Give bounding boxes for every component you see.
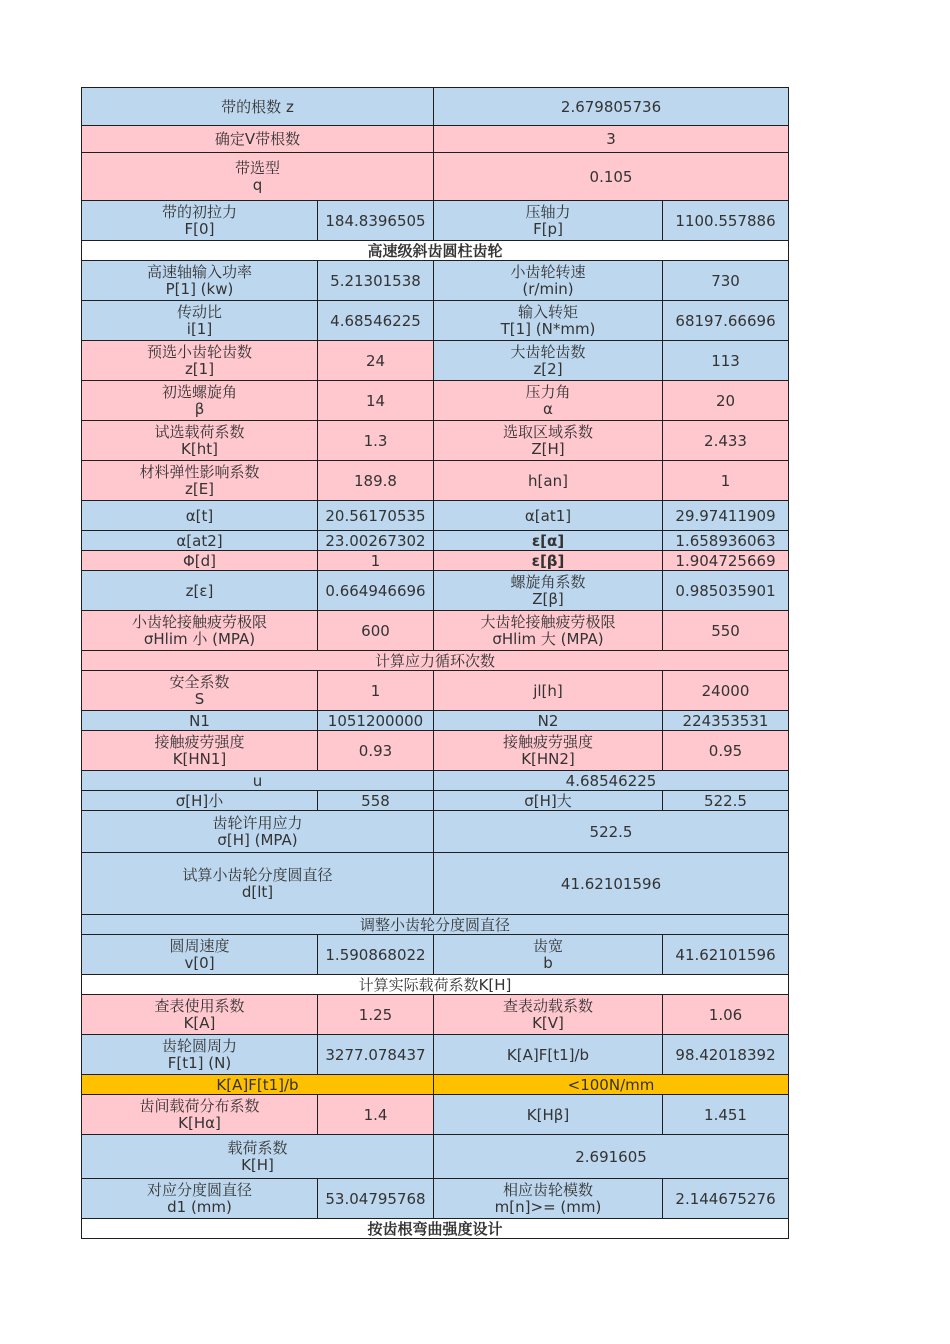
table-cell[interactable] xyxy=(434,731,663,771)
cell-text: 2.144675276 xyxy=(675,1189,776,1208)
table-row xyxy=(82,88,789,126)
cell-text: 高速级斜齿圆柱齿轮 xyxy=(367,241,503,260)
cell-subtext: K[HN1] xyxy=(172,750,227,768)
table-row xyxy=(82,461,789,501)
cell-subtext: (r/min) xyxy=(522,280,574,298)
cell-text: 2.433 xyxy=(704,431,747,450)
table-cell[interactable] xyxy=(663,711,789,731)
table-row xyxy=(82,421,789,461)
table-cell[interactable] xyxy=(318,611,434,651)
table-cell[interactable] xyxy=(318,1095,434,1135)
cell-text: 2.679805736 xyxy=(560,97,662,116)
cell-text: 1.904725669 xyxy=(675,551,776,570)
cell-text: 184.8396505 xyxy=(325,211,426,230)
table-cell[interactable] xyxy=(434,935,663,975)
cell-subtext: d1 (mm) xyxy=(167,1198,232,1216)
table-cell[interactable] xyxy=(434,88,789,126)
cell-text: K[A]F[t1]/b xyxy=(216,1075,299,1094)
table-cell[interactable] xyxy=(434,671,663,711)
table-row xyxy=(82,995,789,1035)
table-cell[interactable] xyxy=(434,1095,663,1135)
table-cell[interactable] xyxy=(663,1035,789,1075)
cell-text: 23.00267302 xyxy=(325,531,426,550)
table-cell[interactable] xyxy=(663,935,789,975)
table-cell[interactable] xyxy=(82,975,789,995)
cell-text: α[at1] xyxy=(524,506,572,525)
cell-text: 522.5 xyxy=(589,822,633,841)
table-cell[interactable] xyxy=(434,501,663,531)
cell-text: 4.68546225 xyxy=(565,771,657,790)
table-row xyxy=(82,1095,789,1135)
cell-subtext: Z[β] xyxy=(532,590,564,608)
cell-text: 小齿轮接触疲劳极限 xyxy=(131,613,267,631)
cell-subtext: F[0] xyxy=(184,220,215,238)
table-cell[interactable] xyxy=(434,421,663,461)
cell-text: 0.93 xyxy=(358,741,393,760)
cell-text: Φ[d] xyxy=(182,551,217,570)
cell-text: 1.3 xyxy=(363,431,388,450)
table-row xyxy=(82,381,789,421)
cell-text: 1051200000 xyxy=(327,711,424,730)
cell-text: 1.06 xyxy=(708,1005,743,1024)
cell-subtext: σ[H] (MPA) xyxy=(217,831,298,849)
table-cell[interactable] xyxy=(82,995,318,1035)
cell-text: 对应分度圆直径 xyxy=(146,1181,252,1199)
table-cell[interactable] xyxy=(663,791,789,811)
cell-subtext: Z[H] xyxy=(531,440,565,458)
table-cell[interactable] xyxy=(434,1075,789,1095)
table-cell[interactable] xyxy=(82,651,789,671)
cell-text: 3277.078437 xyxy=(325,1045,426,1064)
table-cell[interactable] xyxy=(434,611,663,651)
cell-text: 1.25 xyxy=(358,1005,393,1024)
gear-calculation-table xyxy=(81,87,789,1239)
table-cell[interactable] xyxy=(318,551,434,571)
cell-text: 224353531 xyxy=(682,711,769,730)
table-cell[interactable] xyxy=(434,791,663,811)
table-cell[interactable] xyxy=(663,421,789,461)
cell-text: 带的初拉力 xyxy=(161,203,237,221)
table-cell[interactable] xyxy=(663,461,789,501)
table-row xyxy=(82,611,789,651)
cell-text: 确定V带根数 xyxy=(214,130,301,148)
table-cell[interactable] xyxy=(82,241,789,261)
table-cell[interactable] xyxy=(663,261,789,301)
cell-text: N2 xyxy=(537,711,559,730)
table-cell[interactable] xyxy=(318,791,434,811)
cell-text: ε[α] xyxy=(531,531,565,550)
table-row xyxy=(82,1135,789,1179)
cell-text: 带选型 xyxy=(234,159,280,177)
table-row xyxy=(82,1219,789,1239)
cell-text: 0.95 xyxy=(708,741,743,760)
table-cell[interactable] xyxy=(82,1075,434,1095)
cell-subtext: σHlim 小 (MPA) xyxy=(143,630,256,648)
cell-text: 1.451 xyxy=(704,1105,747,1124)
table-cell[interactable] xyxy=(318,501,434,531)
table-row xyxy=(82,501,789,531)
cell-text: 压力角 xyxy=(525,383,571,401)
table-row xyxy=(82,731,789,771)
cell-text: 试选载荷系数 xyxy=(154,423,245,441)
table-row xyxy=(82,153,789,201)
table-cell[interactable] xyxy=(318,261,434,301)
table-cell[interactable] xyxy=(82,611,318,651)
cell-text: σ[H]小 xyxy=(175,791,224,810)
cell-text: 齿宽 xyxy=(532,937,563,955)
table-cell[interactable] xyxy=(82,571,318,611)
table-body xyxy=(82,88,789,1239)
table-cell[interactable] xyxy=(82,301,318,341)
cell-text: 558 xyxy=(361,791,390,810)
table-row xyxy=(82,915,789,935)
table-row xyxy=(82,935,789,975)
table-cell[interactable] xyxy=(663,1179,789,1219)
cell-text: K[A]F[t1]/b xyxy=(506,1045,590,1064)
cell-subtext: F[t1] (N) xyxy=(167,1054,232,1072)
cell-subtext: α xyxy=(543,400,553,418)
table-cell[interactable] xyxy=(434,201,663,241)
cell-text: 计算实际载荷系数K[H] xyxy=(358,975,512,994)
table-cell[interactable] xyxy=(82,341,318,381)
cell-text: 5.21301538 xyxy=(330,271,421,290)
table-cell[interactable] xyxy=(82,1035,318,1075)
table-cell[interactable] xyxy=(318,531,434,551)
table-cell[interactable] xyxy=(318,731,434,771)
cell-text: ε[β] xyxy=(531,551,565,570)
table-cell[interactable] xyxy=(82,915,789,935)
cell-text: 0.664946696 xyxy=(325,581,426,600)
table-cell[interactable] xyxy=(434,1035,663,1075)
cell-text: 齿间载荷分布系数 xyxy=(139,1097,260,1115)
table-row xyxy=(82,241,789,261)
table-row xyxy=(82,853,789,915)
cell-text: <100N/mm xyxy=(567,1075,655,1094)
cell-text: 24000 xyxy=(701,681,750,700)
table-cell[interactable] xyxy=(318,671,434,711)
cell-text: 材料弹性影响系数 xyxy=(139,463,260,481)
cell-text: 接触疲劳强度 xyxy=(502,733,593,751)
table-cell[interactable] xyxy=(663,301,789,341)
table-cell[interactable] xyxy=(318,1179,434,1219)
cell-subtext: K[A] xyxy=(183,1014,216,1032)
cell-text: 齿轮许用应力 xyxy=(212,814,303,832)
cell-text: 600 xyxy=(361,621,390,640)
table-cell[interactable] xyxy=(82,1095,318,1135)
cell-text: 1.590868022 xyxy=(325,945,426,964)
cell-subtext: v[0] xyxy=(184,954,215,972)
cell-text: 安全系数 xyxy=(169,673,230,691)
cell-subtext: z[1] xyxy=(184,360,215,378)
cell-text: α[t] xyxy=(185,506,214,525)
cell-subtext: i[1] xyxy=(186,320,213,338)
cell-text: u xyxy=(252,771,263,790)
table-cell[interactable] xyxy=(663,201,789,241)
cell-subtext: P[1] (kw) xyxy=(165,280,234,298)
table-cell[interactable] xyxy=(82,126,434,153)
cell-text: 1.658936063 xyxy=(675,531,776,550)
cell-text: 730 xyxy=(711,271,740,290)
cell-text: K[Hβ] xyxy=(526,1105,570,1124)
cell-subtext: β xyxy=(194,400,205,418)
table-row xyxy=(82,975,789,995)
cell-text: 189.8 xyxy=(354,471,397,490)
table-row xyxy=(82,301,789,341)
table-cell[interactable] xyxy=(82,461,318,501)
table-cell[interactable] xyxy=(318,421,434,461)
table-cell[interactable] xyxy=(434,551,663,571)
table-row xyxy=(82,771,789,791)
table-cell[interactable] xyxy=(82,88,434,126)
table-cell[interactable] xyxy=(663,1095,789,1135)
cell-text: 接触疲劳强度 xyxy=(154,733,245,751)
cell-text: N1 xyxy=(189,711,210,730)
table-cell[interactable] xyxy=(434,341,663,381)
cell-text: 113 xyxy=(711,351,740,370)
cell-text: 预选小齿轮齿数 xyxy=(146,343,252,361)
table-cell[interactable] xyxy=(82,201,318,241)
table-cell[interactable] xyxy=(318,461,434,501)
cell-text: 高速轴输入功率 xyxy=(146,263,252,281)
table-row xyxy=(82,531,789,551)
table-cell[interactable] xyxy=(434,711,663,731)
cell-text: 14 xyxy=(365,391,386,410)
table-cell[interactable] xyxy=(434,771,789,791)
cell-text: 查表动载系数 xyxy=(502,997,593,1015)
cell-subtext: T[1] (N*mm) xyxy=(500,320,596,338)
cell-text: 螺旋角系数 xyxy=(510,573,586,591)
table-cell[interactable] xyxy=(434,1135,789,1179)
table-cell[interactable] xyxy=(663,731,789,771)
table-row xyxy=(82,1035,789,1075)
cell-text: 522.5 xyxy=(704,791,747,810)
table-row xyxy=(82,551,789,571)
cell-subtext: z[2] xyxy=(533,360,563,378)
cell-text: 24 xyxy=(365,351,386,370)
table-cell[interactable] xyxy=(318,381,434,421)
table-cell[interactable] xyxy=(663,995,789,1035)
cell-subtext: S xyxy=(194,690,205,708)
table-cell[interactable] xyxy=(434,381,663,421)
cell-text: 550 xyxy=(711,621,740,640)
cell-subtext: d[lt] xyxy=(241,883,274,901)
table-cell[interactable] xyxy=(663,611,789,651)
table-cell[interactable] xyxy=(318,1035,434,1075)
table-cell[interactable] xyxy=(82,853,434,915)
table-cell[interactable] xyxy=(82,771,434,791)
cell-text: z[ε] xyxy=(185,581,214,600)
cell-subtext: K[V] xyxy=(532,1014,564,1032)
cell-text: 29.97411909 xyxy=(675,506,776,525)
cell-text: 计算应力循环次数 xyxy=(375,651,496,670)
table-cell[interactable] xyxy=(82,531,318,551)
table-cell[interactable] xyxy=(434,126,789,153)
cell-subtext: F[p] xyxy=(533,220,563,238)
cell-text: 0.105 xyxy=(589,167,633,186)
table-cell[interactable] xyxy=(318,301,434,341)
cell-text: 2.691605 xyxy=(575,1147,647,1166)
cell-text: 3 xyxy=(606,130,616,148)
cell-text: 相应齿轮模数 xyxy=(502,1181,593,1199)
table-cell[interactable] xyxy=(82,261,318,301)
table-cell[interactable] xyxy=(318,201,434,241)
cell-text: 初选螺旋角 xyxy=(161,383,237,401)
table-cell[interactable] xyxy=(663,531,789,551)
cell-subtext: K[H] xyxy=(241,1156,274,1174)
cell-text: 输入转矩 xyxy=(517,303,578,321)
table-cell[interactable] xyxy=(82,153,434,201)
cell-text: jl[h] xyxy=(533,681,563,700)
cell-text: 1 xyxy=(370,551,381,570)
table-row xyxy=(82,671,789,711)
table-cell[interactable] xyxy=(434,153,789,201)
table-cell[interactable] xyxy=(663,571,789,611)
table-cell[interactable] xyxy=(434,571,663,611)
cell-text: 压轴力 xyxy=(525,203,571,221)
table-row xyxy=(82,651,789,671)
cell-subtext: m[n]>= (mm) xyxy=(494,1198,602,1216)
cell-subtext: K[HN2] xyxy=(521,750,575,768)
table-cell[interactable] xyxy=(82,381,318,421)
cell-subtext: b xyxy=(543,954,553,972)
cell-text: σ[H]大 xyxy=(524,791,572,810)
cell-text: 68197.66696 xyxy=(675,311,776,330)
cell-text: 载荷系数 xyxy=(227,1139,288,1157)
cell-text: 0.985035901 xyxy=(675,581,776,600)
cell-text: 20 xyxy=(715,391,736,410)
cell-text: 查表使用系数 xyxy=(154,997,245,1015)
table-cell[interactable] xyxy=(434,853,789,915)
cell-text: 齿轮圆周力 xyxy=(161,1037,237,1055)
table-row xyxy=(82,261,789,301)
table-row xyxy=(82,1075,789,1095)
cell-text: 大齿轮接触疲劳极限 xyxy=(480,613,616,631)
table-cell[interactable] xyxy=(663,341,789,381)
table-cell[interactable] xyxy=(663,381,789,421)
table-row xyxy=(82,126,789,153)
table-row xyxy=(82,201,789,241)
cell-text: 4.68546225 xyxy=(330,311,421,330)
cell-text: 传动比 xyxy=(176,303,222,321)
table-row xyxy=(82,811,789,853)
table-cell[interactable] xyxy=(82,711,318,731)
cell-subtext: σHlim 大 (MPA) xyxy=(492,630,604,648)
table-cell[interactable] xyxy=(82,671,318,711)
table-cell[interactable] xyxy=(663,671,789,711)
cell-text: 1100.557886 xyxy=(675,211,776,230)
table-cell[interactable] xyxy=(663,501,789,531)
cell-text: h[an] xyxy=(528,471,568,490)
table-cell[interactable] xyxy=(82,1219,789,1239)
table-cell[interactable] xyxy=(434,531,663,551)
cell-text: 53.04795768 xyxy=(325,1189,426,1208)
cell-text: α[at2] xyxy=(176,531,223,550)
cell-text: 试算小齿轮分度圆直径 xyxy=(182,866,333,884)
table-row xyxy=(82,571,789,611)
cell-text: 选取区域系数 xyxy=(502,423,593,441)
table-cell[interactable] xyxy=(434,1179,663,1219)
table-cell[interactable] xyxy=(434,811,789,853)
cell-text: 1.4 xyxy=(363,1105,388,1124)
cell-text: 圆周速度 xyxy=(169,937,230,955)
cell-text: 调整小齿轮分度圆直径 xyxy=(360,915,511,934)
cell-text: 按齿根弯曲强度设计 xyxy=(367,1219,503,1238)
table-cell[interactable] xyxy=(82,811,434,853)
table-cell[interactable] xyxy=(82,501,318,531)
cell-subtext: K[Hα] xyxy=(178,1114,221,1132)
table-cell[interactable] xyxy=(318,711,434,731)
table-cell[interactable] xyxy=(434,461,663,501)
cell-text: 98.42018392 xyxy=(675,1045,776,1064)
table-row xyxy=(82,1179,789,1219)
cell-text: 1 xyxy=(370,681,381,700)
table-cell[interactable] xyxy=(82,551,318,571)
cell-text: 小齿轮转速 xyxy=(510,263,586,281)
cell-text: 1 xyxy=(720,471,731,490)
table-cell[interactable] xyxy=(82,791,318,811)
table-cell[interactable] xyxy=(434,301,663,341)
table-cell[interactable] xyxy=(663,551,789,571)
table-cell[interactable] xyxy=(318,341,434,381)
table-cell[interactable] xyxy=(318,935,434,975)
table-cell[interactable] xyxy=(434,261,663,301)
table-cell[interactable] xyxy=(82,731,318,771)
table-row xyxy=(82,341,789,381)
table-row xyxy=(82,711,789,731)
cell-subtext: K[ht] xyxy=(181,440,218,458)
cell-subtext: q xyxy=(252,176,263,194)
table-cell[interactable] xyxy=(82,935,318,975)
table-cell[interactable] xyxy=(318,571,434,611)
cell-text: 带的根数 z xyxy=(221,97,294,116)
table-row xyxy=(82,791,789,811)
table-cell[interactable] xyxy=(434,995,663,1035)
cell-text: 20.56170535 xyxy=(325,506,426,525)
cell-subtext: z[E] xyxy=(184,480,215,498)
table-cell[interactable] xyxy=(82,421,318,461)
cell-text: 大齿轮齿数 xyxy=(510,343,586,361)
cell-text: 41.62101596 xyxy=(675,945,776,964)
table-cell[interactable] xyxy=(82,1135,434,1179)
table-cell[interactable] xyxy=(318,995,434,1035)
table-cell[interactable] xyxy=(82,1179,318,1219)
cell-text: 41.62101596 xyxy=(560,874,662,893)
